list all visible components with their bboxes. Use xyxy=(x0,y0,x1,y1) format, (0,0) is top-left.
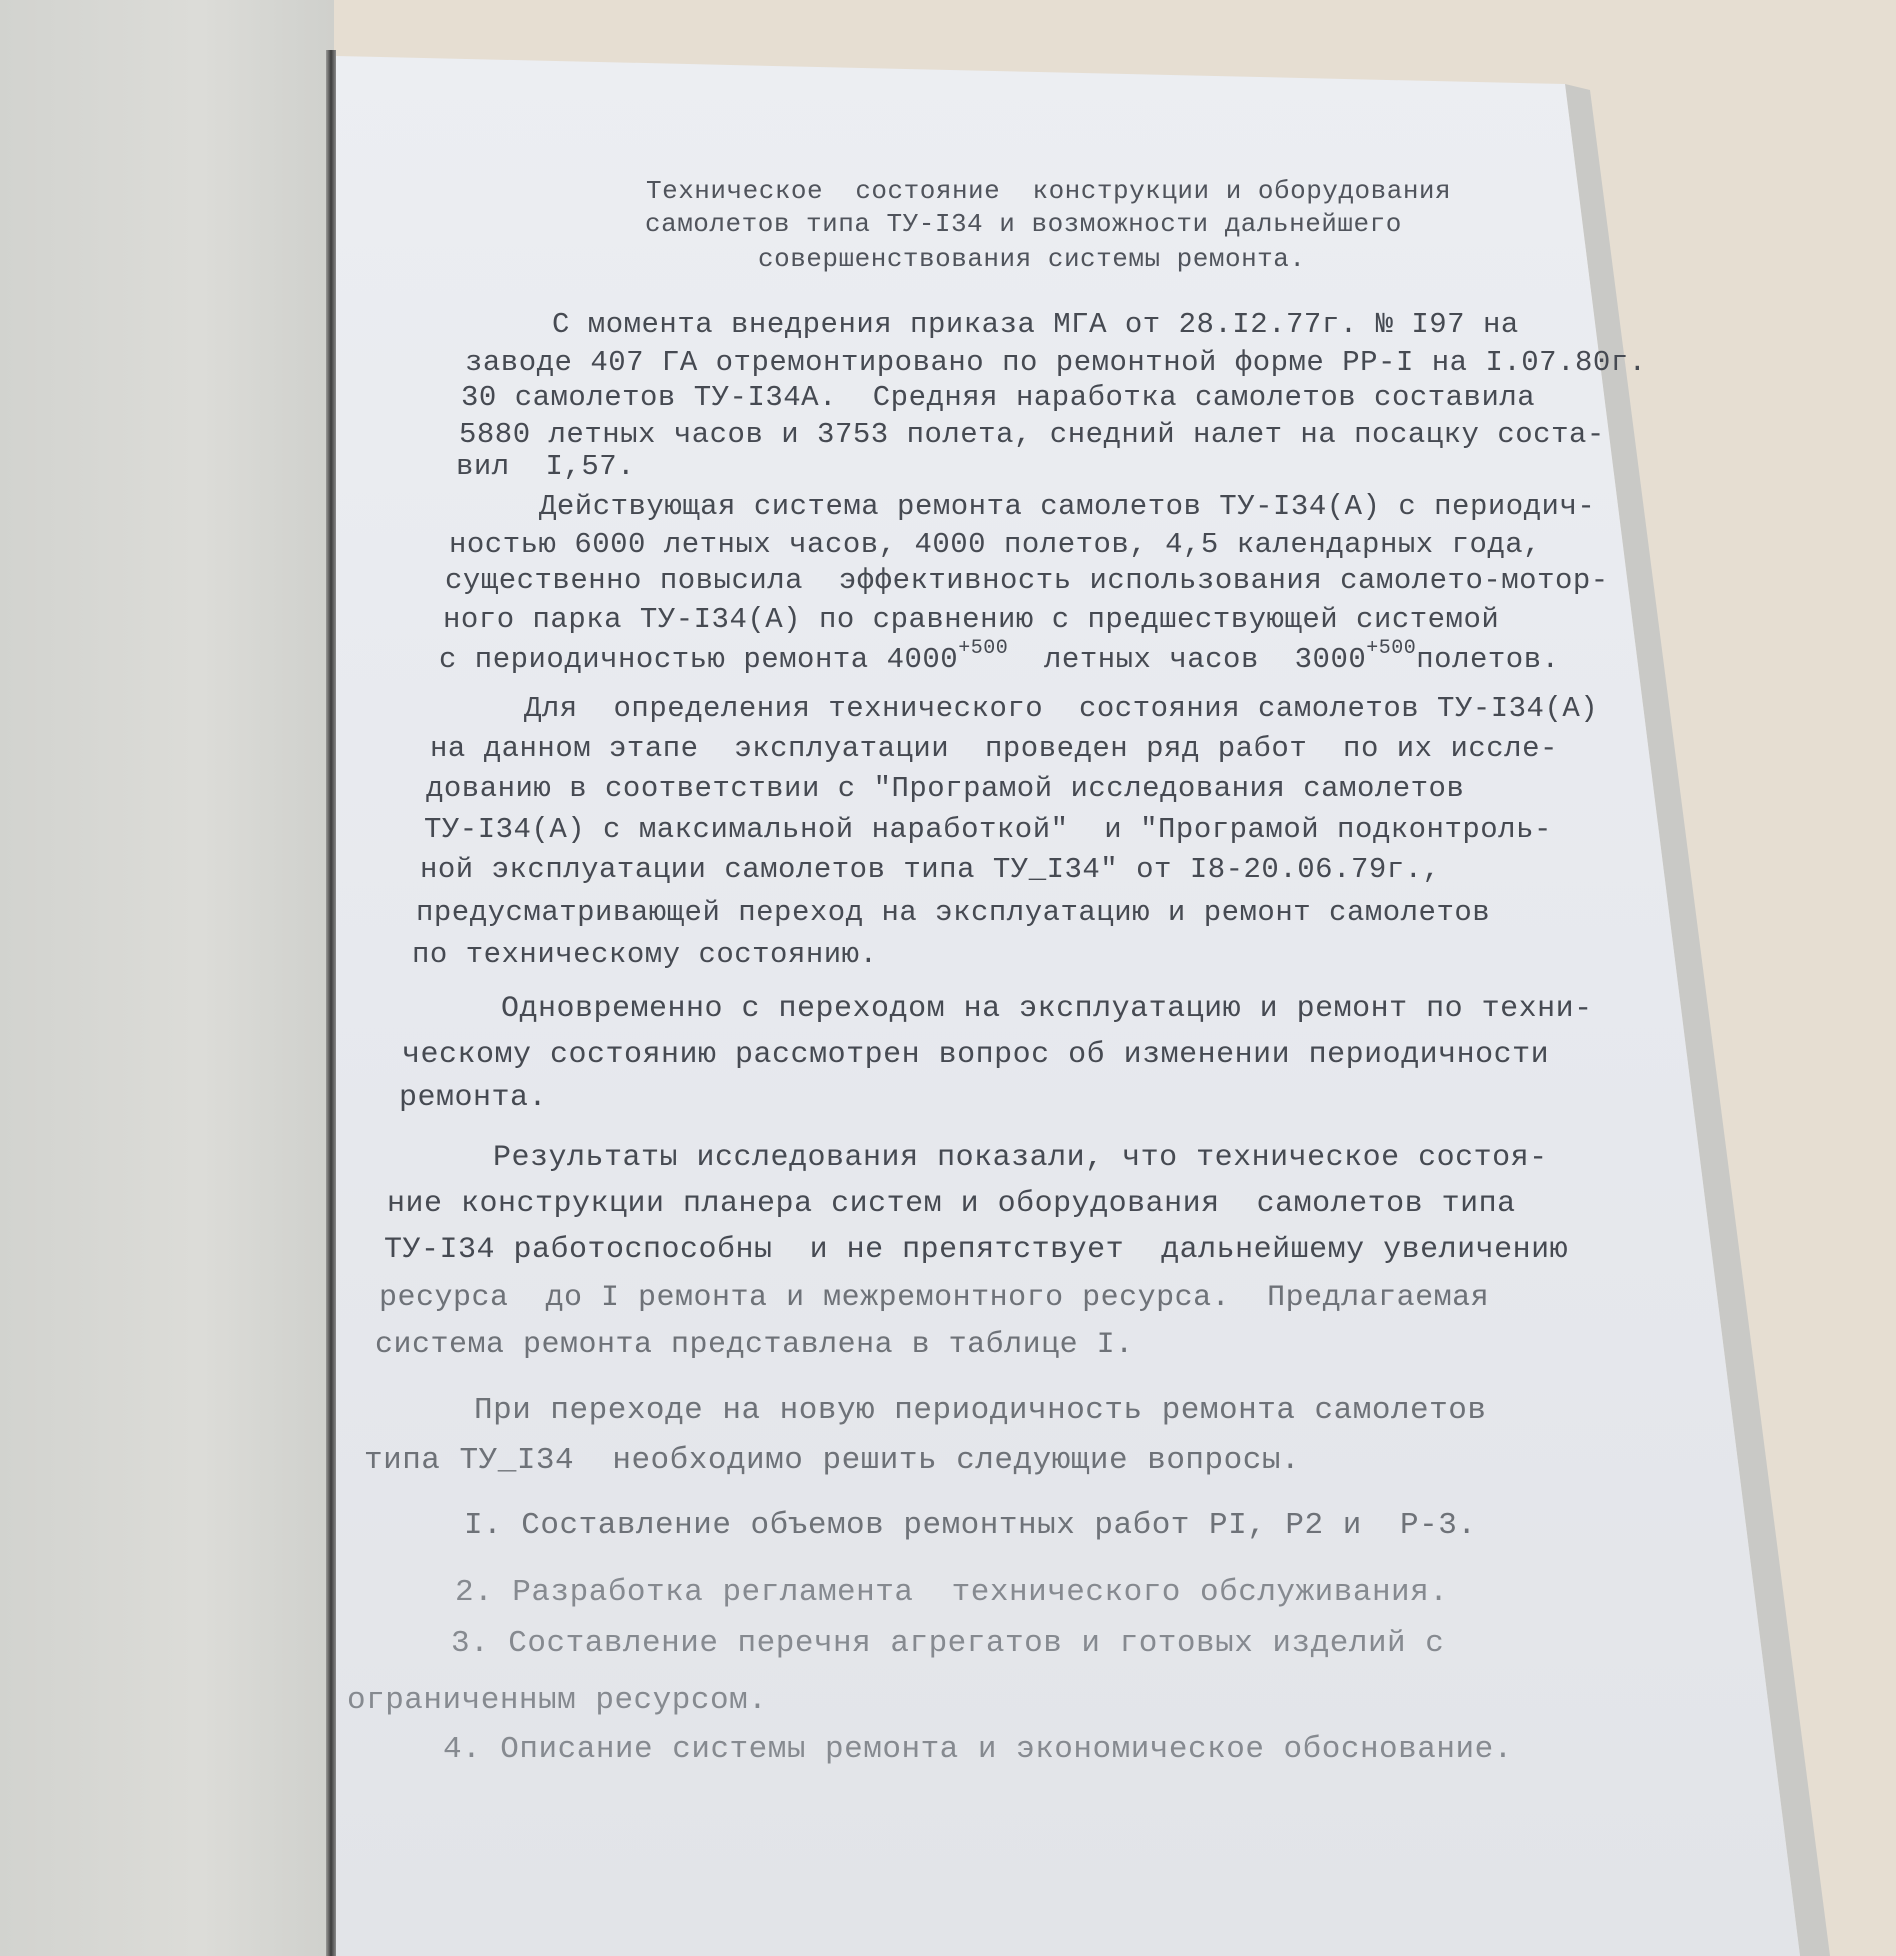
text-segment: полетов. xyxy=(1416,643,1560,676)
list-item: I. Составление объемов ремонтных работ PI, P2 и Р-3. xyxy=(464,1508,1477,1543)
text-line: 5880 летных часов и 3753 полета, снедний налет на посацку соста- xyxy=(459,418,1605,451)
book-spine xyxy=(326,50,336,1956)
text-line: ние конструкции планера систем и оборудования самолетов типа xyxy=(387,1187,1516,1221)
text-line: типа ТУ_I34 необходимо решить следующие вопросы. xyxy=(364,1443,1301,1478)
text-line: система ремонта представлена в таблице I. xyxy=(375,1328,1134,1362)
title-line-2: самолетов типа ТУ-I34 и возможности дальнейшего xyxy=(645,209,1402,239)
text-line: на данном этапе эксплуатации проведен ряд работ по их иссле- xyxy=(430,732,1558,765)
superscript: +500 xyxy=(1366,637,1417,660)
text-line: С момента внедрения приказа МГА от 28.I2.77г. № I97 на xyxy=(552,308,1519,341)
text-line: При переходе на новую периодичность ремонта самолетов xyxy=(474,1393,1487,1428)
text-line: Действующая система ремонта самолетов ТУ-I34(А) с периодич- xyxy=(539,490,1596,523)
text-line: Результаты исследования показали, что техническое состоя- xyxy=(493,1141,1548,1175)
list-item: 2. Разработка регламента технического обслуживания. xyxy=(455,1575,1449,1610)
text-line: ресурса до I ремонта и межремонтного ресурса. Предлагаемая xyxy=(379,1281,1490,1315)
text-line: Для определения технического состояния самолетов ТУ-I34(А) xyxy=(524,692,1599,725)
text-line xyxy=(439,637,1560,676)
superscript: +500 xyxy=(958,637,1009,660)
text-line: существенно повысила эффективность использования самолето-мотор- xyxy=(445,564,1609,597)
text-line: ческому состоянию рассмотрен вопрос об изменении периодичности xyxy=(402,1038,1550,1072)
text-line: дованию в соответствии с "Програмой исследования самолетов xyxy=(426,772,1465,805)
title-line-1: Техническое состояние конструкции и оборудования xyxy=(646,176,1452,206)
text-line: ного парка ТУ-I34(А) по сравнению с предшествующей системой xyxy=(443,603,1500,636)
text-line: ТУ-I34 работоспособны и не препятствует дальнейшему увеличению xyxy=(384,1233,1569,1267)
text-line: ностью 6000 летных часов, 4000 полетов, 4,5 календарных года, xyxy=(449,528,1542,561)
text-line: ТУ-I34(А) с максимальной наработкой" и "Програмой подконтроль- xyxy=(424,813,1552,846)
left-page xyxy=(0,0,334,1956)
list-item: 4. Описание системы ремонта и экономическое обоснование. xyxy=(443,1732,1513,1767)
title-line-3: совершенствования системы ремонта. xyxy=(758,244,1306,274)
text-line: вил I,57. xyxy=(456,450,636,483)
text-line: заводе 407 ГА отремонтировано по ремонтной форме РР-I на I.07.80г. xyxy=(465,346,1647,379)
text-line: ремонта. xyxy=(399,1081,548,1115)
text-segment: летных часов 3000 xyxy=(1008,643,1367,676)
text-line: ной эксплуатации самолетов типа ТУ_I34" от I8-20.06.79г., xyxy=(420,853,1441,886)
text-line: предусматривающей переход на эксплуатацию и ремонт самолетов xyxy=(416,896,1491,929)
text-line: Одновременно с переходом на эксплуатацию и ремонт по техни- xyxy=(501,992,1593,1026)
text-line: ограниченным ресурсом. xyxy=(347,1683,768,1718)
list-item: 3. Составление перечня агрегатов и готовых изделий с xyxy=(451,1626,1445,1661)
text-line: по техническому состоянию. xyxy=(412,938,878,971)
text-line: 30 самолетов ТУ-I34А. Средняя наработка самолетов составила xyxy=(461,381,1536,414)
text-segment: с периодичностью ремонта 4000 xyxy=(439,643,959,676)
